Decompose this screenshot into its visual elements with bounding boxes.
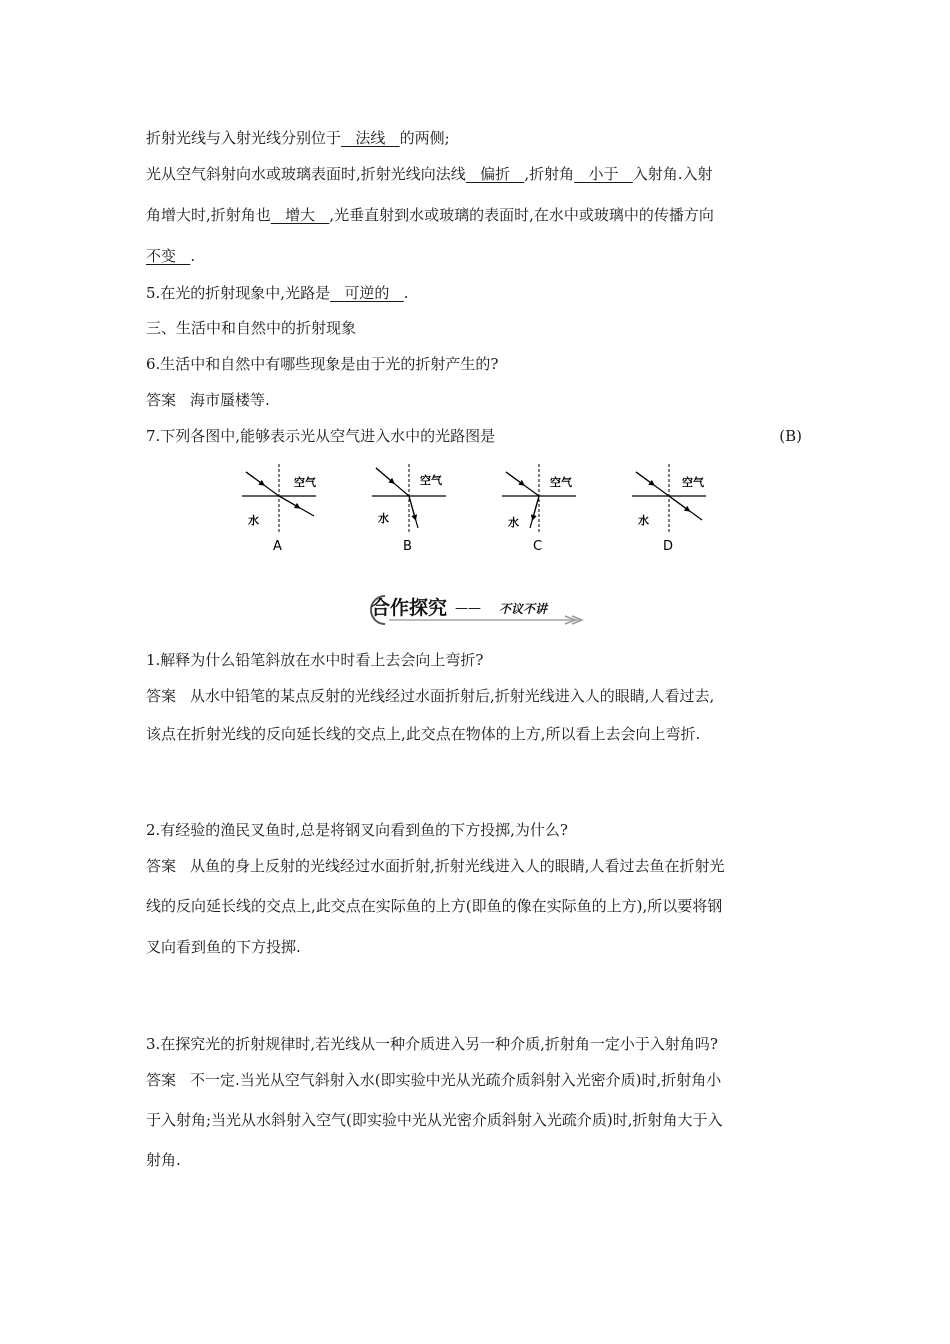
- answer-6: [146, 390, 270, 410]
- explore-answer-3-cont: 射角.: [146, 1151, 181, 1169]
- water-label: 水: [508, 516, 519, 529]
- line-text: ,光垂直射到水或玻璃的表面时,在水中或玻璃中的传播方向: [329, 206, 714, 224]
- air-label: 空气: [550, 476, 572, 489]
- line-text: .: [403, 284, 409, 302]
- explore-question-2: 2.有经验的渔民叉鱼时,总是将钢叉向看到鱼的下方投掷,为什么?: [146, 821, 568, 839]
- line-text: 的两侧;: [399, 129, 450, 147]
- answer-text: 从鱼的身上反射的光线经过水面折射,折射光线进入人的眼睛,人看过去鱼在折射光: [190, 857, 725, 875]
- banner-dash: ——: [455, 601, 481, 616]
- line-text: 入射角.入射: [632, 165, 713, 183]
- question-5: [146, 283, 408, 303]
- explore-answer-3: [146, 1070, 721, 1090]
- explore-question-1: 1.解释为什么铅笔斜放在水中时看上去会向上弯折?: [146, 651, 484, 669]
- fill-blank: 增大: [270, 206, 330, 224]
- fill-blank: 偏折: [465, 165, 525, 183]
- refraction-diagrams: [236, 460, 726, 555]
- line-text: .: [190, 247, 196, 265]
- diagram-d: [632, 464, 706, 554]
- fill-blank: 可逆的: [330, 284, 404, 302]
- text-line: [146, 128, 450, 148]
- explore-question-3: 3.在探究光的折射规律时,若光线从一种介质进入另一种介质,折射角一定小于入射角吗?: [146, 1035, 718, 1053]
- line-text: 角增大时,折射角也: [146, 206, 271, 224]
- water-label: 水: [378, 512, 389, 525]
- fill-blank: 小于: [574, 165, 633, 183]
- section-banner: [365, 590, 595, 630]
- water-label: 水: [248, 514, 259, 527]
- answer-text: 海市蜃楼等.: [190, 391, 270, 409]
- water-label: 水: [638, 514, 649, 527]
- diagram-c: [502, 464, 576, 554]
- text-line: [146, 246, 195, 266]
- explore-answer-2: [146, 856, 725, 876]
- explore-answer-1: [146, 686, 714, 706]
- question-7: 7.下列各图中,能够表示光从空气进入水中的光路图是: [146, 427, 496, 445]
- explore-answer-1-cont: 该点在折射光线的反向延长线的交点上,此交点在物体的上方,所以看上去会向上弯折.: [146, 725, 701, 743]
- line-text: 5.在光的折射现象中,光路是: [146, 284, 331, 302]
- line-text: ,折射角: [524, 165, 575, 183]
- text-line: [146, 164, 713, 184]
- question-6: 6.生活中和自然中有哪些现象是由于光的折射产生的?: [146, 355, 499, 373]
- answer-label: 答案: [146, 1071, 177, 1089]
- explore-answer-2-cont: 叉向看到鱼的下方投掷.: [146, 938, 301, 956]
- answer-text: 从水中铅笔的某点反射的光线经过水面折射后,折射光线进入人的眼睛,人看过去,: [190, 687, 715, 705]
- air-label: 空气: [420, 474, 442, 487]
- section-heading: 三、生活中和自然中的折射现象: [146, 319, 357, 337]
- banner-title: 合作探究: [371, 597, 448, 619]
- option-letter: C: [533, 539, 543, 554]
- option-letter: A: [273, 539, 282, 554]
- diagram-a: [242, 464, 317, 554]
- explore-answer-3-cont: 于入射角;当光从水斜射入空气(即实验中光从光密介质斜射入光疏介质)时,折射角大于入: [146, 1111, 723, 1129]
- line-text: 折射光线与入射光线分别位于: [146, 129, 342, 147]
- text-line: [146, 205, 714, 225]
- question-7-answer: (B): [779, 427, 802, 445]
- explore-answer-2-cont: 线的反向延长线的交点上,此交点在实际鱼的上方(即鱼的像在实际鱼的上方),所以要将钢: [146, 897, 723, 915]
- banner-subtitle: 不议不讲: [499, 602, 548, 616]
- option-letter: B: [403, 539, 412, 554]
- diagram-b: [372, 464, 446, 554]
- option-letter: D: [663, 539, 674, 554]
- line-text: 光从空气斜射向水或玻璃表面时,折射光线向法线: [146, 165, 466, 183]
- answer-text: 不一定.当光从空气斜射入水(即实验中光从光疏介质斜射入光密介质)时,折射角小: [190, 1071, 722, 1089]
- fill-blank: 不变: [146, 247, 191, 265]
- answer-label: 答案: [146, 391, 177, 409]
- air-label: 空气: [682, 476, 704, 489]
- air-label: 空气: [294, 476, 316, 489]
- answer-label: 答案: [146, 687, 177, 705]
- fill-blank: 法线: [341, 129, 400, 147]
- answer-label: 答案: [146, 857, 177, 875]
